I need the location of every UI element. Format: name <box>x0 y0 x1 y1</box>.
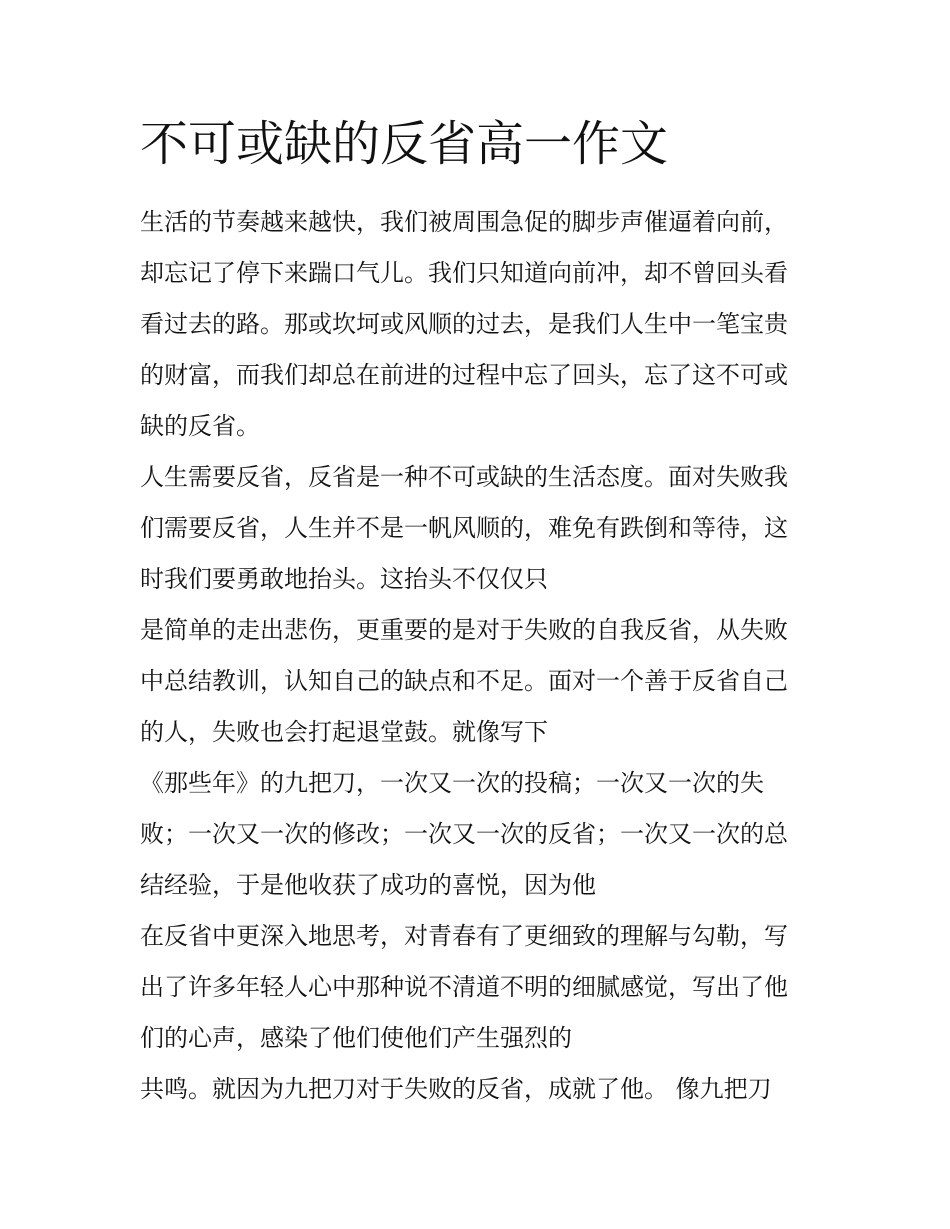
body-line: 却忘记了停下来踹口气儿。我们只知道向前冲，却不曾回头看 <box>140 259 788 287</box>
body-line: 出了许多年轻人心中那种说不清道不明的细腻感觉，写出了他 <box>140 973 788 1001</box>
body-line: 们需要反省，人生并不是一帆风顺的，难免有跌倒和等待，这 <box>140 514 788 542</box>
body-line: 的人，失败也会打起退堂鼓。就像写下 <box>140 718 548 746</box>
body-line: 结经验，于是他收获了成功的喜悦，因为他 <box>140 871 596 899</box>
body-line: 共鸣。就因为九把刀对于失败的反省，成就了他。 像九把刀 <box>140 1075 772 1103</box>
document-title: 不可或缺的反省高一作文 <box>140 116 669 172</box>
body-line: 们的心声，感染了他们使他们产生强烈的 <box>140 1024 572 1052</box>
body-line: 生活的节奏越来越快，我们被周围急促的脚步声催逼着向前， <box>140 208 788 236</box>
body-line: 的财富，而我们却总在前进的过程中忘了回头，忘了这不可或 <box>140 361 788 389</box>
body-line: 是简单的走出悲伤，更重要的是对于失败的自我反省，从失败 <box>140 616 788 644</box>
body-line: 人生需要反省，反省是一种不可或缺的生活态度。面对失败我 <box>140 463 788 491</box>
body-line: 看过去的路。那或坎坷或风顺的过去，是我们人生中一笔宝贵 <box>140 310 788 338</box>
body-line: 时我们要勇敢地抬头。这抬头不仅仅只 <box>140 565 548 593</box>
body-line: 中总结教训，认知自己的缺点和不足。面对一个善于反省自己 <box>140 667 788 695</box>
body-line: 在反省中更深入地思考，对青春有了更细致的理解与勾勒，写 <box>140 922 788 950</box>
body-line: 《那些年》的九把刀，一次又一次的投稿；一次又一次的失 <box>140 769 764 797</box>
body-line: 缺的反省。 <box>140 412 260 440</box>
body-line: 败；一次又一次的修改；一次又一次的反省；一次又一次的总 <box>140 820 788 848</box>
